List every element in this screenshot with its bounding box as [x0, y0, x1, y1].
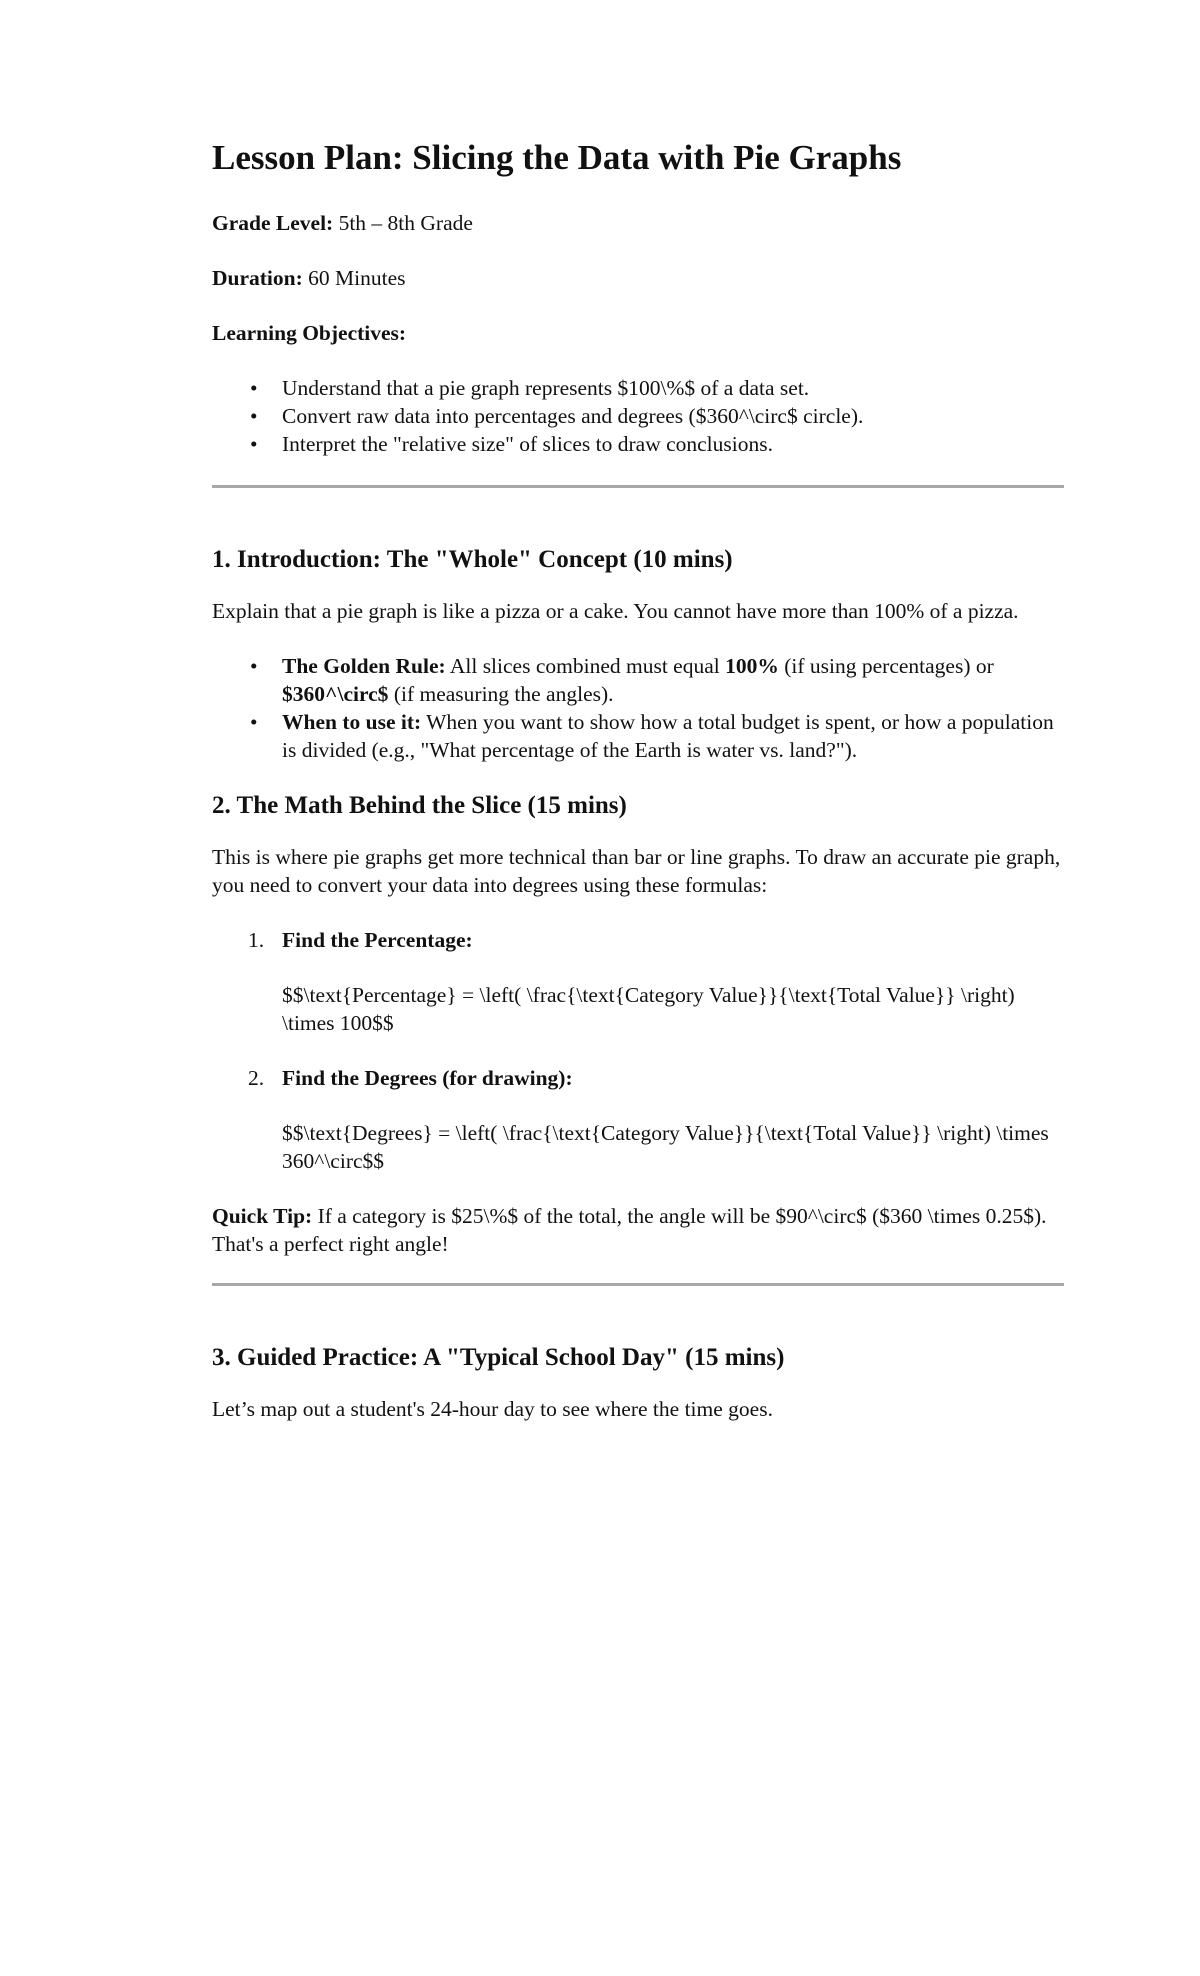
objectives-heading: Learning Objectives:: [212, 321, 407, 346]
grade-level-label: Grade Level:: [212, 211, 334, 236]
bullet-icon: •: [250, 404, 258, 429]
list-item: • The Golden Rule: All slices combined must equal 100% (if using percentages) or $360^\circ$ (if measuring the angles).: [250, 654, 994, 707]
list-item: • Convert raw data into percentages and degrees ($360^\circ$ circle).: [250, 404, 864, 429]
duration-label: Duration:: [212, 266, 303, 291]
page-title: Lesson Plan: Slicing the Data with Pie Graphs: [212, 138, 902, 177]
document-page: [212, 138, 1064, 1450]
grade-level-line: [212, 209, 1064, 237]
quick-tip-label: Quick Tip:: [212, 1204, 313, 1229]
section-divider: [212, 1283, 1064, 1286]
step-title: Find the Percentage:: [282, 928, 473, 953]
section-2-heading: 2. The Math Behind the Slice (15 mins): [212, 792, 627, 820]
section-3-intro: Let’s map out a student's 24-hour day to see where the time goes.: [212, 1397, 773, 1422]
formula: $$\text{Percentage} = \left( \frac{\text{Category Value}}{\text{Total Value}} \right) \times 100$$: [282, 983, 1015, 1036]
section-1-bullets: [212, 652, 1064, 764]
section-1-intro: Explain that a pie graph is like a pizza or a cake. You cannot have more than 100% of a pizza.: [212, 599, 1019, 624]
duration-line: [212, 264, 1064, 292]
formula: $$\text{Degrees} = \left( \frac{\text{Category Value}}{\text{Total Value}} \right) \times 360^\circ$$: [282, 1121, 1049, 1174]
list-item: • Understand that a pie graph represents $100\%$ of a data set.: [250, 376, 810, 401]
section-3-heading: 3. Guided Practice: A "Typical School Day" (15 mins): [212, 1344, 785, 1372]
golden-rule-label: The Golden Rule:: [282, 654, 446, 679]
when-to-use-label: When to use it:: [282, 710, 422, 735]
bullet-icon: •: [250, 376, 258, 401]
list-item: [212, 1064, 1064, 1175]
objectives-list: [212, 374, 1064, 458]
step-title: Find the Degrees (for drawing):: [282, 1066, 573, 1091]
step-number: 2.: [248, 1066, 265, 1091]
list-item: • When to use it: When you want to show how a total budget is spent, or how a population is divided (e.g., "What percentage of the Earth is water vs. land?").: [250, 710, 1054, 763]
bullet-icon: •: [250, 710, 258, 735]
list-item: [212, 926, 1064, 1037]
quick-tip: Quick Tip: If a category is $25\%$ of the total, the angle will be $90^\circ$ ($360 \times 0.25$). That's a perfect right angle!: [212, 1204, 1047, 1257]
formula-steps: [212, 926, 1064, 1175]
section-1-heading: 1. Introduction: The "Whole" Concept (10 mins): [212, 546, 733, 574]
grade-level-value: 5th – 8th Grade: [333, 211, 473, 236]
bullet-icon: •: [250, 432, 258, 457]
section-2-intro: This is where pie graphs get more technical than bar or line graphs. To draw an accurate pie graph, you need to convert your data into degrees using these formulas:: [212, 845, 1061, 898]
step-number: 1.: [248, 928, 265, 953]
bullet-icon: •: [250, 654, 258, 679]
section-divider: [212, 485, 1064, 488]
duration-value: 60 Minutes: [302, 266, 406, 291]
list-item: • Interpret the "relative size" of slices to draw conclusions.: [250, 432, 773, 457]
